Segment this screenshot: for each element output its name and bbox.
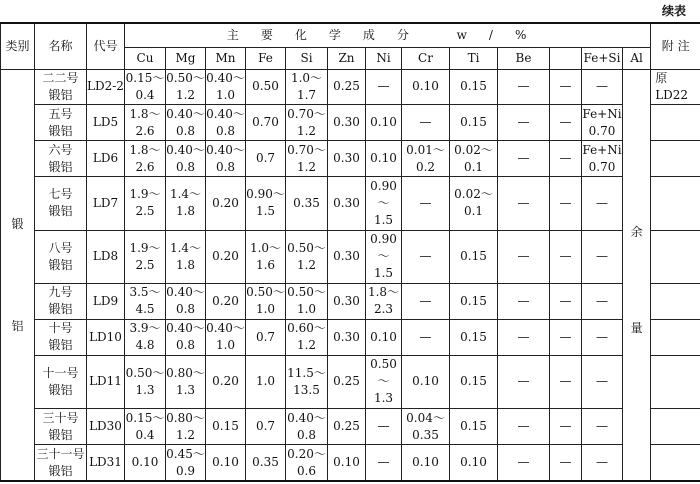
cell-zn: 0.30 [328,105,366,141]
cell-note [651,409,700,445]
cell-ti: 0.15 [450,355,498,408]
cell-mg: 0.45～ 0.9 [166,445,206,481]
alloy-name: 三十号 锻铝 [35,409,87,445]
alloy-name: 十一号 锻铝 [35,355,87,408]
header-element: Al [623,47,651,69]
cell-ti: 0.02～ 0.1 [450,141,498,177]
cell-be: — [498,409,550,445]
cell-code: LD6 [87,141,125,177]
cell-si: 0.50～ 1.0 [286,283,328,319]
cell-ti: 0.15 [450,319,498,355]
cell-si: 0.50～ 1.2 [286,230,328,283]
cell-mg: 0.80～ 1.2 [166,409,206,445]
cell-mn: 0.15 [206,409,246,445]
cell-ti: 0.15 [450,105,498,141]
cell-mn: 0.10 [206,445,246,481]
header-name: 名称 [35,23,87,69]
header-element: Be [498,47,550,69]
cell-cu: 1.8～ 2.6 [125,141,166,177]
cell-fe: 0.7 [246,319,286,355]
header-element: Mg [166,47,206,69]
cell-code: LD30 [87,409,125,445]
cell-code: LD8 [87,230,125,283]
cell-fesi: — [582,230,623,283]
cell-be: — [498,319,550,355]
cell-cr: — [402,230,450,283]
table-row [1,409,700,445]
table-row [1,141,700,177]
cell-code: LD9 [87,283,125,319]
cell-cu: 3.5～ 4.5 [125,283,166,319]
cell-cu: 0.50～ 1.3 [125,355,166,408]
cell-cu: 1.8～ 2.6 [125,105,166,141]
cell-be: — [498,69,550,105]
cell-ti: 0.15 [450,69,498,105]
cell-si: 11.5～ 13.5 [286,355,328,408]
cell-si: 0.70～ 1.2 [286,141,328,177]
cell-cr: 0.01～ 0.2 [402,141,450,177]
cell-blank: — [550,445,582,481]
alloy-name: 七号 锻铝 [35,177,87,230]
cell-code: LD7 [87,177,125,230]
header-element: Fe+Si [582,47,623,69]
cell-note [651,141,700,177]
cell-mg: 1.4～ 1.8 [166,177,206,230]
cell-code: LD5 [87,105,125,141]
cell-mn: 0.20 [206,283,246,319]
header-category: 类别 [1,23,35,69]
header-element [550,47,582,69]
al-top: 余 [630,224,643,239]
cell-zn: 0.25 [328,355,366,408]
cell-note [651,283,700,319]
cell-be: — [498,283,550,319]
cell-fe: 0.7 [246,141,286,177]
al-bottom: 量 [630,320,643,335]
cell-ni: — [366,445,402,481]
cell-be: — [498,105,550,141]
table-row [1,355,700,408]
cell-cu: 0.15～ 0.4 [125,69,166,105]
cell-fe: 1.0～ 1.6 [246,230,286,283]
alloy-name: 九号 锻铝 [35,283,87,319]
cell-ti: 0.02～ 0.1 [450,177,498,230]
cell-ni: 0.10 [366,141,402,177]
cell-mn: 0.20 [206,177,246,230]
cell-cu: 1.9～ 2.5 [125,177,166,230]
category-cell [1,69,35,481]
cell-cr: — [402,177,450,230]
table-row [1,319,700,355]
cell-ni: — [366,69,402,105]
cell-code: LD2-2 [87,69,125,105]
header-element: Ti [450,47,498,69]
cell-zn: 0.30 [328,283,366,319]
table-row [1,177,700,230]
alloy-name: 六号 锻铝 [35,141,87,177]
cell-blank: — [550,319,582,355]
cell-mg: 0.40～ 0.8 [166,105,206,141]
cell-fesi: — [582,177,623,230]
cell-fe: 0.50～ 1.0 [246,283,286,319]
alloy-name: 二二号 锻铝 [35,69,87,105]
cell-si: 0.20～ 0.6 [286,445,328,481]
cell-ni: — [366,409,402,445]
cell-fesi: — [582,445,623,481]
cell-note [651,105,700,141]
cell-ti: 0.15 [450,283,498,319]
cell-si: 0.70～ 1.2 [286,105,328,141]
composition-table [0,22,700,482]
cell-note [651,319,700,355]
cell-mg: 0.40～ 0.8 [166,319,206,355]
cell-be: — [498,355,550,408]
alloy-name: 三十一号 锻铝 [35,445,87,481]
cell-zn: 0.30 [328,319,366,355]
cell-be: — [498,177,550,230]
header-element: Zn [328,47,366,69]
header-element: Si [286,47,328,69]
cell-note [651,230,700,283]
header-element: Cu [125,47,166,69]
cell-zn: 0.25 [328,409,366,445]
cell-blank: — [550,230,582,283]
cell-blank: — [550,283,582,319]
cell-cu: 0.15～ 0.4 [125,409,166,445]
cell-fesi: — [582,283,623,319]
cell-cr: — [402,283,450,319]
cell-fesi: — [582,355,623,408]
cell-note [651,445,700,481]
cell-ni: 1.8～ 2.3 [366,283,402,319]
cell-note [651,355,700,408]
table-row [1,105,700,141]
cell-note [651,177,700,230]
cell-fesi: Fe+Ni 0.70 [582,105,623,141]
cell-mg: 1.4～ 1.8 [166,230,206,283]
cell-mn: 0.40～ 1.0 [206,319,246,355]
cell-ni: 0.10 [366,319,402,355]
cell-code: LD31 [87,445,125,481]
alloy-name: 十号 锻铝 [35,319,87,355]
alloy-name: 八号 锻铝 [35,230,87,283]
table-row [1,69,700,105]
cell-zn: 0.30 [328,141,366,177]
cell-blank: — [550,69,582,105]
cell-mg: 0.40～ 0.8 [166,283,206,319]
cell-code: LD11 [87,355,125,408]
cell-zn: 0.25 [328,69,366,105]
cell-ti: 0.15 [450,409,498,445]
cell-ni: 0.90～ 1.5 [366,230,402,283]
cell-ni: 0.50～ 1.3 [366,355,402,408]
cell-cr: — [402,105,450,141]
alloy-name: 五号 锻铝 [35,105,87,141]
cell-mg: 0.40～ 0.8 [166,141,206,177]
cell-be: — [498,141,550,177]
cell-ni: 0.90～ 1.5 [366,177,402,230]
cell-mg: 0.50～ 1.2 [166,69,206,105]
cell-si: 0.60～ 1.2 [286,319,328,355]
table-row [1,445,700,481]
cell-fe: 0.70 [246,105,286,141]
cell-mn: 0.40～ 0.8 [206,105,246,141]
cell-code: LD10 [87,319,125,355]
category-bottom: 铝 [11,318,24,333]
header-composition: 主要化学成分 w/% [125,23,651,47]
cell-ti: 0.10 [450,445,498,481]
cell-mn: 0.20 [206,230,246,283]
header-element: Cr [402,47,450,69]
cell-fesi: — [582,409,623,445]
cell-mn: 0.40～ 0.8 [206,141,246,177]
table-row [1,283,700,319]
cell-fesi: — [582,319,623,355]
cell-cr: — [402,319,450,355]
cell-mg: 0.80～ 1.3 [166,355,206,408]
cell-si: 0.35 [286,177,328,230]
cell-zn: 0.30 [328,230,366,283]
cell-blank: — [550,105,582,141]
cell-note: 原 LD22 [651,69,700,105]
table-row [1,230,700,283]
cell-si: 1.0～ 1.7 [286,69,328,105]
category-top: 锻 [11,216,24,231]
cell-fe: 1.0 [246,355,286,408]
header-element: Mn [206,47,246,69]
cell-zn: 0.10 [328,445,366,481]
cell-ti: 0.15 [450,230,498,283]
header-note: 附 注 [651,23,700,69]
cell-cu: 3.9～ 4.8 [125,319,166,355]
cell-blank: — [550,409,582,445]
cell-si: 0.40～ 0.8 [286,409,328,445]
cell-cr: 0.04～ 0.35 [402,409,450,445]
cell-mn: 0.40～ 1.0 [206,69,246,105]
cell-fe: 0.90～ 1.5 [246,177,286,230]
cell-be: — [498,230,550,283]
header-code: 代号 [87,23,125,69]
continued-label: 续表 [661,4,686,18]
cell-fe: 0.50 [246,69,286,105]
cell-cr: 0.10 [402,69,450,105]
cell-zn: 0.30 [328,177,366,230]
cell-mn: 0.20 [206,355,246,408]
cell-cu: 1.9～ 2.5 [125,230,166,283]
cell-fe: 0.35 [246,445,286,481]
cell-be: — [498,445,550,481]
cell-fesi: Fe+Ni 0.70 [582,141,623,177]
cell-cr: 0.10 [402,355,450,408]
cell-blank: — [550,141,582,177]
header-element: Fe [246,47,286,69]
cell-cr: 0.10 [402,445,450,481]
cell-ni: 0.10 [366,105,402,141]
cell-fe: 0.7 [246,409,286,445]
cell-fesi: — [582,69,623,105]
cell-blank: — [550,177,582,230]
al-cell [623,69,651,481]
header-element: Ni [366,47,402,69]
cell-blank: — [550,355,582,408]
cell-cu: 0.10 [125,445,166,481]
